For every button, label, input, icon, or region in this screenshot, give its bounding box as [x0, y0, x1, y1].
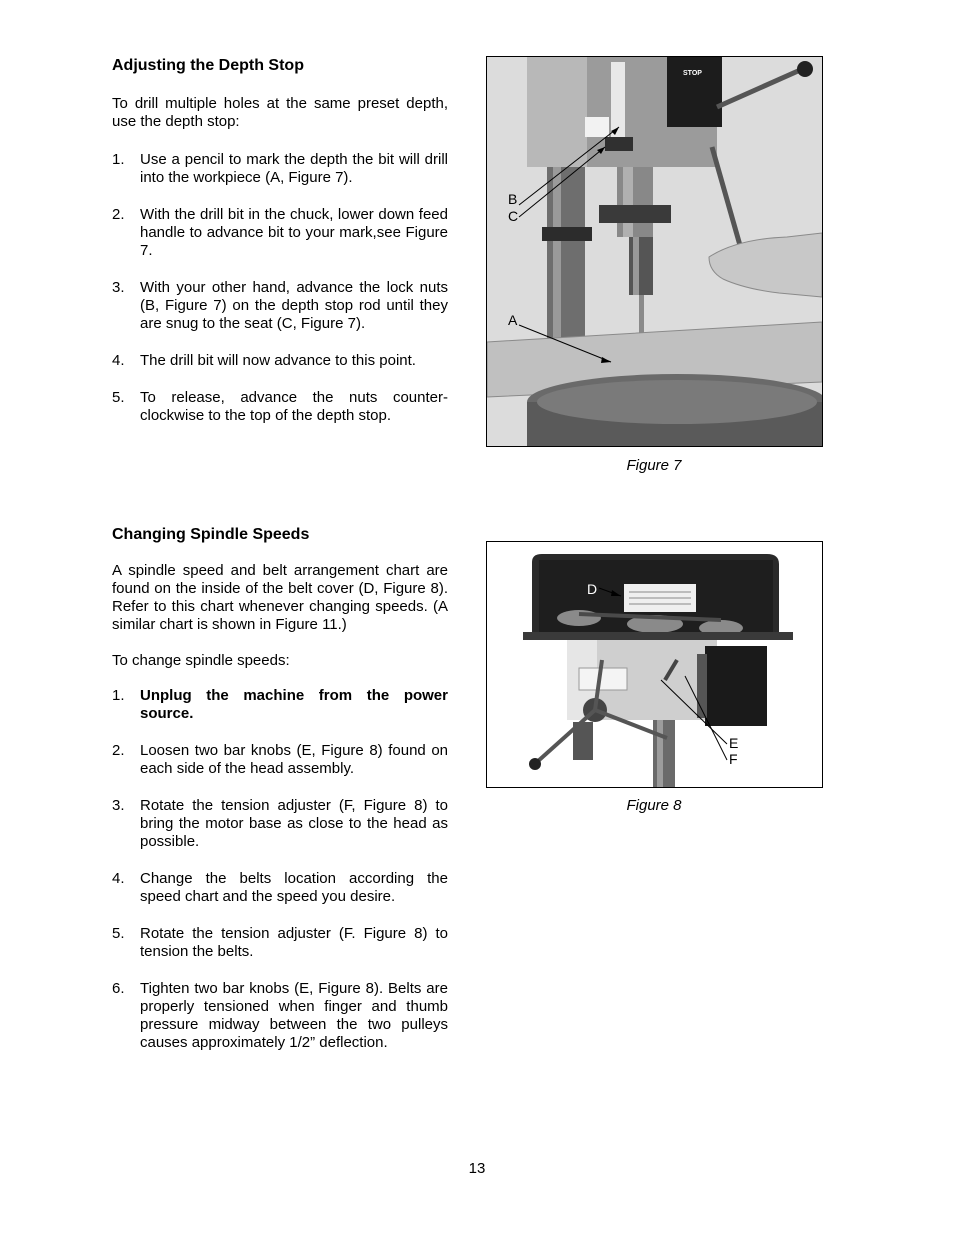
list-item: 4. Change the belts location according the speed chart and the speed you desire.	[112, 870, 448, 905]
callout-label-d: D	[587, 581, 598, 597]
list-item: 5. To release, advance the nuts counter-clockwise to the top of the depth stop.	[112, 389, 448, 424]
section-title-spindle-speeds: Changing Spindle Speeds	[112, 526, 310, 543]
spindle-speeds-steps	[112, 687, 448, 1052]
callout-label-b: B	[508, 191, 518, 207]
list-item: 3. With your other hand, advance the lock nuts (B, Figure 7) on the depth stop rod until they are snug to the seat (C, Figure 7).	[112, 279, 448, 332]
spindle-speeds-intro: A spindle speed and belt arrangement chart are found on the inside of the belt cover (D, Figure 8). Refer to this chart whenever changing speeds. (A similar chart is shown in Figure 11.)	[112, 562, 448, 633]
figure-7-illustration	[487, 57, 822, 446]
list-item: 5. Rotate the tension adjuster (F. Figure 8) to tension the belts.	[112, 925, 448, 960]
page-number: 13	[468, 1160, 486, 1177]
list-item: 6. Tighten two bar knobs (E, Figure 8). Belts are properly tensioned when finger and thumb pressure midway between the two pulleys causes approximately 1/2” deflection.	[112, 980, 448, 1051]
figure-8-caption: Figure 8	[626, 797, 682, 814]
figure-8-belt-cover-photo	[486, 541, 823, 788]
callout-label-c: C	[508, 208, 519, 224]
figure-7-drill-press-photo	[486, 56, 823, 447]
list-item: 1. Unplug the machine from the power source.	[112, 687, 448, 722]
spindle-speeds-sub-intro: To change spindle speeds:	[112, 652, 290, 669]
list-item: 3. Rotate the tension adjuster (F, Figure 8) to bring the motor base as close to the head as possible.	[112, 797, 448, 850]
list-item: 2. With the drill bit in the chuck, lower down feed handle to advance bit to your mark,see Figure 7.	[112, 206, 448, 259]
list-item: 4. The drill bit will now advance to this point.	[112, 352, 416, 369]
stop-button-label: STOP	[683, 70, 702, 77]
figure-7-caption: Figure 7	[626, 457, 682, 474]
figure-8-illustration	[487, 542, 822, 787]
depth-stop-steps	[112, 151, 448, 425]
depth-stop-intro: To drill multiple holes at the same preset depth, use the depth stop:	[112, 95, 448, 130]
list-item: 1. Use a pencil to mark the depth the bit will drill into the workpiece (A, Figure 7).	[112, 151, 448, 186]
callout-label-e: E	[729, 735, 739, 751]
list-item: 2. Loosen two bar knobs (E, Figure 8) found on each side of the head assembly.	[112, 742, 448, 777]
section-title-depth-stop: Adjusting the Depth Stop	[112, 57, 304, 74]
callout-label-a: A	[508, 312, 518, 328]
callout-label-f: F	[729, 751, 738, 767]
